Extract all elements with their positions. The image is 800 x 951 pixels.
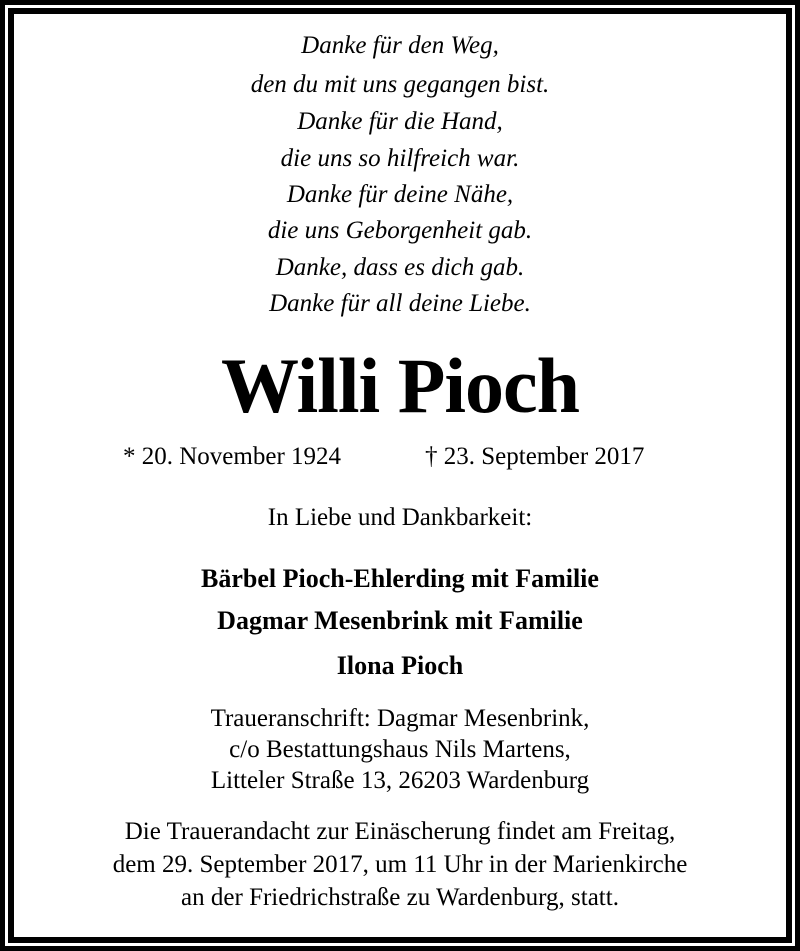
address-line: c/o Bestattungshaus Nils Martens,: [229, 736, 571, 763]
mourner: Ilona Pioch: [336, 651, 464, 680]
poem-line: Danke für all deine Liebe.: [269, 290, 531, 317]
mourner: Dagmar Mesenbrink mit Familie: [217, 606, 583, 635]
service-line: Die Trauerandacht zur Einäscherung findet am Freitag,: [124, 818, 676, 845]
mourner: Bärbel Pioch-Ehlerding mit Familie: [201, 564, 599, 593]
dedication: In Liebe und Dankbarkeit:: [267, 504, 533, 531]
poem-line: Danke, dass es dich gab.: [275, 254, 525, 281]
poem-line: Danke für den Weg,: [301, 32, 499, 59]
address-line: Traueranschrift: Dagmar Mesenbrink,: [210, 705, 590, 732]
poem-line: Danke für deine Nähe,: [286, 181, 514, 208]
death-date: † 23. September 2017: [425, 443, 645, 470]
birth-date: * 20. November 1924: [123, 443, 342, 470]
life-dates: [0, 441, 800, 473]
service-line: an der Friedrichstraße zu Wardenburg, statt.: [181, 884, 619, 911]
poem-line: den du mit uns gegangen bist.: [250, 71, 550, 98]
poem-line: Danke für die Hand,: [297, 108, 503, 135]
poem-line: die uns Geborgenheit gab.: [267, 217, 533, 244]
address-line: Litteler Straße 13, 26203 Wardenburg: [210, 767, 590, 794]
service-line: dem 29. September 2017, um 11 Uhr in der Marienkirche: [112, 851, 688, 878]
deceased-name: Willi Pioch: [220, 342, 580, 429]
poem-line: die uns so hilfreich war.: [280, 145, 520, 172]
